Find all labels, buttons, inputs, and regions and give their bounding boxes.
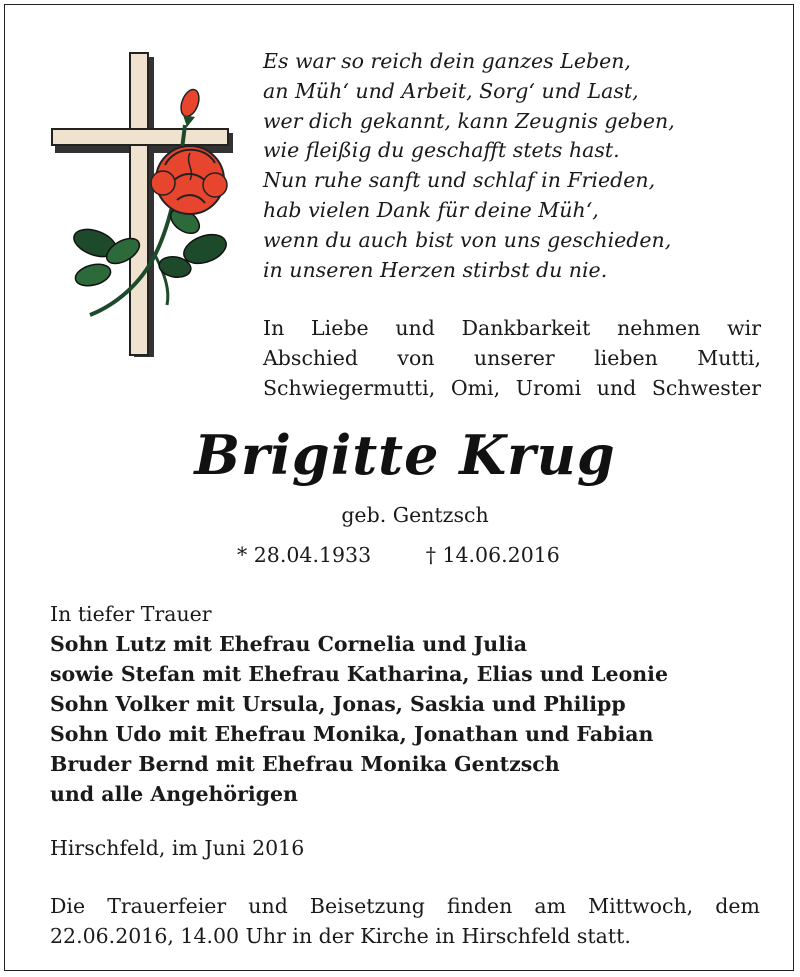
mourner-line: Sohn Volker mit Ursula, Jonas, Saskia und Philipp <box>50 692 626 716</box>
poem-line: wie fleißig du geschafft stets hast. <box>263 138 620 163</box>
mourner-line: Sohn Lutz mit Ehefrau Cornelia und Julia <box>50 632 528 656</box>
cross-with-rose-icon <box>45 45 245 365</box>
funeral-service <box>50 891 760 951</box>
word: und <box>248 894 288 918</box>
birth-date: * 28.04.1933 <box>237 543 372 567</box>
obituary-notice <box>4 4 794 971</box>
word: und <box>395 316 435 340</box>
word: Mutti, <box>697 346 761 370</box>
word: Mittwoch, <box>588 894 694 918</box>
word: unserer <box>473 346 555 370</box>
intro-line-1 <box>263 313 761 343</box>
mourner-line: sowie Stefan mit Ehefrau Katharina, Elias und Leonie <box>50 662 669 686</box>
deceased-name: Brigitte Krug <box>194 423 616 487</box>
poem-line: in unseren Herzen stirbst du nie. <box>263 257 608 282</box>
poem-line: Nun ruhe sanft und schlaf in Frieden, <box>263 168 656 193</box>
poem-line: hab vielen Dank für deine Müh‘, <box>263 197 599 222</box>
word: finden <box>446 894 513 918</box>
intro-line-3: Schwiegermutti, Omi, Uromi und Schwester <box>263 376 761 400</box>
maiden-name: geb. Gentzsch <box>341 503 489 527</box>
service-line-1 <box>50 891 760 921</box>
poem-line: Es war so reich dein ganzes Leben, <box>263 49 631 73</box>
word: Dankbarkeit <box>461 316 591 340</box>
mourners <box>50 599 770 809</box>
farewell-intro <box>263 313 761 403</box>
service-line-2: 22.06.2016, 14.00 Uhr in der Kirche in Hirschfeld statt. <box>50 924 631 948</box>
word: In <box>263 316 285 340</box>
mourner-line: und alle Angehörigen <box>50 782 298 806</box>
mourner-line: Sohn Udo mit Ehefrau Monika, Jonathan und Fabian <box>50 722 654 746</box>
word: Liebe <box>311 316 369 340</box>
word: am <box>534 894 567 918</box>
poem-line: an Müh‘ und Arbeit, Sorg‘ und Last, <box>263 78 639 103</box>
word: dem <box>715 894 760 918</box>
poem-line: wer dich gekannt, kann Zeugnis geben, <box>263 108 675 133</box>
word: wir <box>727 316 761 340</box>
death-date: † 14.06.2016 <box>425 543 560 567</box>
word: Abschied <box>263 346 358 370</box>
place-date: Hirschfeld, im Juni 2016 <box>50 836 305 860</box>
intro-line-2 <box>263 343 761 373</box>
poem <box>263 47 763 285</box>
mourner-line: Bruder Bernd mit Ehefrau Monika Gentzsch <box>50 752 560 776</box>
poem-line: wenn du auch bist von uns geschieden, <box>263 227 672 252</box>
life-dates <box>237 543 637 567</box>
mourners-heading: In tiefer Trauer <box>50 602 212 626</box>
word: von <box>397 346 435 370</box>
word: Trauerfeier <box>107 894 227 918</box>
word: Die <box>50 894 86 918</box>
word: lieben <box>594 346 658 370</box>
word: nehmen <box>617 316 701 340</box>
word: Beisetzung <box>309 894 425 918</box>
